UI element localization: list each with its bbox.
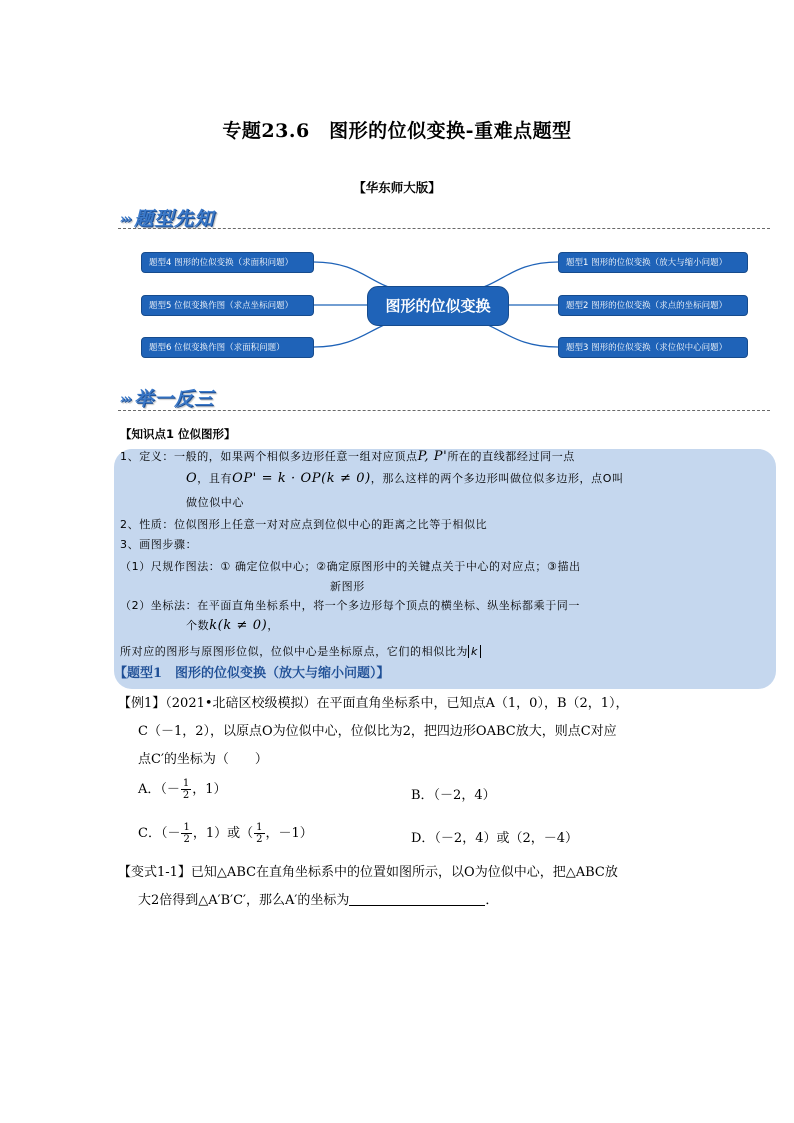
knowledge-step2: （2）坐标法：在平面直角坐标系中，将一个多边形每个顶点的横坐标、纵坐标都乘于同一 (120, 599, 580, 612)
mindmap-node-type6: 题型6 位似变换作图（求面积问题） (141, 337, 314, 358)
mindmap-node-type2: 题型2 图形的位似变换（求点的坐标问题） (558, 295, 748, 316)
option-b[interactable]: B．（－2，4） (411, 788, 496, 803)
knowledge-definition-line3: 做位似中心 (186, 496, 244, 509)
math-abs-k: k (468, 645, 481, 658)
fraction-half: $\frac{1}{2}$ (182, 778, 190, 801)
knowledge-step2-conclusion: 所对应的图形与原图形位似，位似中心是坐标原点，它们的相似比为 k (120, 643, 481, 659)
example1-line2: C（－1，2），以原点O为位似中心，位似比为2，把四边形OABC放大，则点C对应 (138, 724, 617, 739)
banner-label: 题型先知 (134, 208, 215, 230)
mindmap-center-node: 图形的位似变换 (367, 286, 509, 326)
option-d[interactable]: D．（－2，4）或（2，－4） (411, 831, 579, 846)
knowledge-step2-cont: 个数k(k ≠ 0)， (186, 618, 279, 633)
math-formula: OP' = k · OP(k ≠ 0) (232, 471, 371, 486)
knowledge-property: 2、性质：位似图形上任意一对对应点到位似中心的距离之比等于相似比 (120, 518, 488, 531)
fraction-half: $\frac{1}{2}$ (256, 822, 263, 845)
variant1-line2: 大2倍得到△A′B′C′，那么A′的坐标为 ． (138, 893, 499, 908)
option-c[interactable]: C．（－ $\frac{1}{2}$ ，1）或（ $\frac{1}{2}$ ，－1） (138, 822, 313, 845)
knowledge-definition-line1: 1、定义：一般的，如果两个相似多边形任意一组对应顶点P, P'所在的直线都经过同一点 (120, 449, 575, 464)
example1-line3: 点C′的坐标为（ ） (138, 752, 268, 767)
knowledge-step1: （1）尺规作图法：① 确定位似中心；②确定原图形中的关键点关于中心的对应点；③描出 (120, 560, 581, 573)
triple-arrow-icon: ››› (120, 392, 131, 407)
page-subtitle: 【华东师大版】 (353, 180, 441, 195)
mindmap-node-type3: 题型3 图形的位似变换（求位似中心问题） (558, 337, 748, 358)
mindmap-node-type1: 题型1 图形的位似变换（放大与缩小问题） (558, 252, 748, 273)
knowledge-step1-cont: 新图形 (330, 580, 365, 593)
triple-arrow-icon: ››› (120, 212, 131, 227)
page-title: 专题23.6 图形的位似变换-重难点题型 (222, 120, 572, 142)
mindmap-node-type5: 题型5 位似变换作图（求点坐标问题） (141, 295, 314, 316)
math-pp: P, P' (417, 449, 448, 464)
example1-line1: 【例1】（2021•北碚区校级模拟）在平面直角坐标系中，已知点A（1，0），B（2，1）， (118, 696, 629, 711)
knowledge-title: 【知识点1 位似图形】 (120, 427, 236, 441)
banner-label: 举一反三 (134, 388, 215, 410)
section-banner-practice (120, 384, 214, 412)
section-heading-type1: 【题型1 图形的位似变换（放大与缩小问题）】 (114, 666, 390, 681)
variant1-line1: 【变式1-1】已知△ABC在直角坐标系中的位置如图所示，以O为位似中心，把△ABC放 (118, 865, 618, 880)
answer-blank[interactable] (349, 891, 485, 906)
mindmap-node-type4: 题型4 图形的位似变换（求面积问题） (141, 252, 314, 273)
dashed-divider (118, 410, 770, 411)
fraction-half: $\frac{1}{2}$ (183, 822, 190, 845)
option-a[interactable]: A．（－ $\frac{1}{2}$ ，1） (138, 778, 227, 801)
knowledge-steps: 3、画图步骤： (120, 538, 198, 551)
knowledge-definition-line2: O，且有OP' = k · OP(k ≠ 0)，那么这样的两个多边形叫做位似多边形，点O叫 (186, 471, 624, 486)
